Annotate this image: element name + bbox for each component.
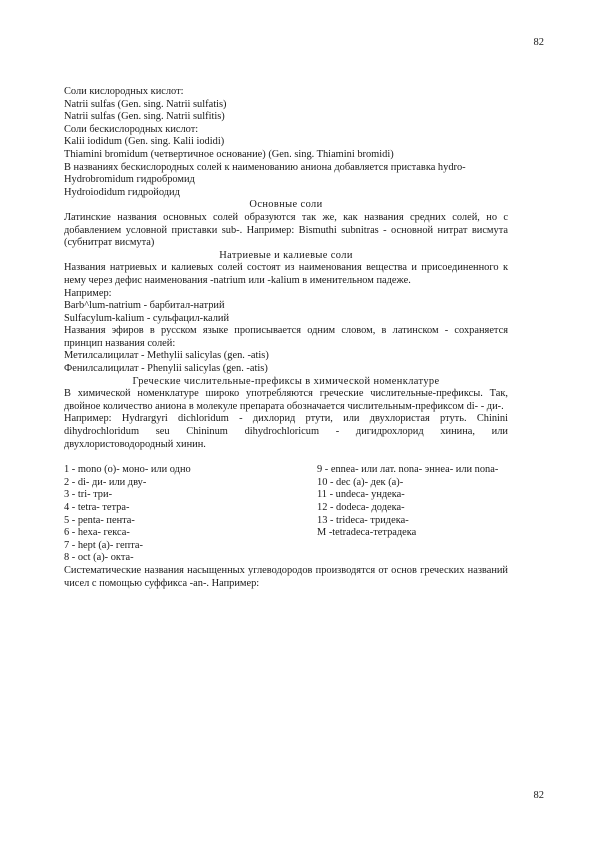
- list-item: 11 - undeca- ундека-: [317, 489, 405, 501]
- list-item: 13 - trideca- тридека-: [317, 514, 409, 526]
- list-item: 7 - hept (a)- гепта-: [64, 539, 143, 551]
- text-line: Sulfacylum-kalium - сульфацил-калий: [64, 312, 230, 324]
- paragraph: Названия натриевых и калиевых солей состоят из наименования вещества и присоединенного к нему через дефис наименования -natrium или -kalium в именительном падеже.: [64, 262, 508, 286]
- text-line: Например:: [64, 287, 112, 299]
- list-item: M -tetradeca-тетрадека: [317, 527, 417, 539]
- page-content: [64, 86, 508, 590]
- paragraph: Латинские названия основных солей образуются так же, как названия средних солей, но с добавлением условной приставки sub-. Например: Bismuthi subnitras - основной нитрат висмута (субнитрат висмута): [64, 211, 508, 249]
- paragraph: Например: Hydrargyri dichloridum - дихлорид ртути, или двухлористая ртуть. Chinini dihydrochloridum seu Chininum dihydrochloricum - дигидрохлорид хинина, или двухлористоводородный хинин.: [64, 413, 508, 450]
- paragraph: Систематические названия насыщенных углеводородов производятся от основ греческих названий чисел с помощью суффикса -an-. Например:: [64, 564, 508, 589]
- text-line: Метилсалицилат - Methylii salicylas (gen. -atis): [64, 350, 269, 362]
- text-line: Natrii sulfas (Gen. sing. Natrii sulfitis): [64, 111, 225, 123]
- list-item: 3 - tri- три-: [64, 489, 113, 501]
- paragraph: В химической номенклатуре широко употребляются греческие числительные-префиксы. Так, двойное количество аниона в молекуле препарата обозначается числительным-префиксом di- - ди-.: [64, 388, 508, 412]
- numerals-list: [64, 464, 508, 565]
- paragraph: Названия эфиров в русском языке прописывается одним словом, в латинском - сохраняется принцип названия солей:: [64, 325, 508, 349]
- page-number-top: 82: [533, 37, 544, 48]
- list-item: 10 - dec (a)- дек (a)-: [317, 476, 404, 488]
- list-item: 5 - penta- пента-: [64, 514, 135, 526]
- numerals-right-column: [317, 464, 508, 565]
- section-heading-greek-prefixes: Греческие числительные-префиксы в химической номенклатуре: [132, 375, 440, 387]
- text-line: Hydroiodidum гидройодид: [64, 186, 180, 198]
- text-line: Соли кислородных кислот:: [64, 86, 184, 97]
- section-heading-basic-salts: Основные соли: [249, 199, 323, 211]
- list-item: 1 - mono (o)- моно- или одно: [64, 464, 191, 476]
- text-line: Hydrobromidum гидробромид: [64, 174, 195, 186]
- text-line: Barb^lum-natrium - барбитал-натрий: [64, 300, 225, 312]
- text-line: Фенилсалицилат - Phenylii salicylas (gen. -atis): [64, 363, 268, 375]
- text-line: Kalii iodidum (Gen. sing. Kalii iodidi): [64, 136, 225, 148]
- page-number-bottom: 82: [533, 790, 544, 801]
- paragraph: В названиях бескислородных солей к наименованию аниона добавляется приставка hydro-: [64, 161, 466, 173]
- list-item: 4 - tetra- тетра-: [64, 502, 130, 513]
- text-line: Соли бескислородных кислот:: [64, 123, 199, 135]
- list-item: 8 - oct (a)- окта-: [64, 552, 134, 564]
- text-line: Natrii sulfas (Gen. sing. Natrii sulfatis): [64, 98, 227, 110]
- list-item: 2 - di- ди- или дву-: [64, 476, 147, 488]
- section-heading-sodium-potassium-salts: Натриевые и калиевые соли: [219, 249, 353, 261]
- numerals-left-column: [64, 464, 317, 565]
- list-item: 12 - dodeca- додека-: [317, 502, 405, 513]
- text-line: Thiamini bromidum (четвертичное основание) (Gen. sing. Thiamini bromidi): [64, 148, 394, 160]
- list-item: 9 - ennea- или лат. nona- эннеа- или nona-: [317, 464, 499, 476]
- list-item: 6 - hexa- гекса-: [64, 527, 130, 539]
